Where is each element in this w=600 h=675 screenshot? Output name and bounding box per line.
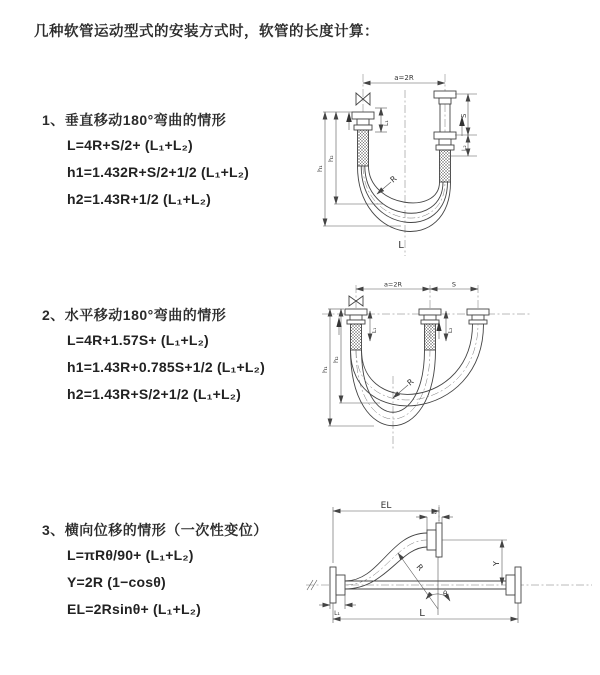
section-1-formula-L: L=4R+S/2+ (L₁+L₂): [67, 137, 193, 153]
radius-label: R: [405, 377, 416, 388]
left-hose-end: [352, 112, 374, 166]
diagram-horizontal-180-bend: [308, 281, 598, 459]
section-2-formula-L: L=4R+1.57S+ (L₁+L₂): [67, 332, 209, 348]
centerlines: [363, 74, 445, 256]
dim-label-L2: L₂: [448, 327, 454, 333]
left-flange: [330, 567, 345, 603]
right-flange: [506, 567, 521, 603]
section-2-formula-h1: h1=1.43R+0.785S+1/2 (L₁+L₂): [67, 359, 265, 375]
dim-label-L: L: [419, 608, 425, 619]
section-3-heading: 3、横向位移的情形（一次性变位）: [42, 522, 268, 538]
braided-hose-section: [440, 150, 451, 182]
geometry-construction: [398, 553, 450, 615]
dim-label-L2: L₂: [461, 145, 468, 151]
braided-hose-section: [425, 324, 436, 350]
radius-label: R: [414, 562, 425, 573]
section-1-heading: 1、垂直移动180°弯曲的情形: [42, 112, 227, 128]
radius-label: R: [388, 174, 399, 185]
top-flange: [427, 523, 442, 557]
dim-label-S: S: [460, 113, 468, 118]
dim-label-L1: L₁: [334, 610, 340, 617]
dim-label-L1: L₁: [383, 120, 390, 126]
dim-label-a2R: a=2R: [383, 281, 403, 289]
diagram-vertical-180-bend: [305, 66, 595, 261]
section-1-formula-h1: h1=1.432R+S/2+1/2 (L₁+L₂): [67, 164, 249, 180]
page-title: 几种软管运动型式的安装方式时，软管的长度计算：: [34, 24, 379, 40]
section-1-formula-h2: h2=1.43R+1/2 (L₁+L₂): [67, 191, 212, 207]
dimension-lines: [316, 74, 477, 251]
braided-hose-section: [351, 324, 362, 350]
dim-label-h1: h₁: [321, 366, 329, 373]
u-hose-curves: [351, 324, 484, 426]
angle-label: θ: [443, 590, 448, 598]
section-2-formula-h2: h2=1.43R+S/2+1/2 (L₁+L₂): [67, 386, 242, 402]
dim-label-L1: L₁: [372, 327, 378, 333]
left-hose-end: [345, 309, 367, 350]
dim-label-h2: h₂: [327, 155, 335, 162]
dim-label-Y: Y: [492, 561, 501, 566]
dim-label-h1: h₁: [316, 165, 324, 172]
section-3-formula-Y: Y=2R (1−cosθ): [67, 574, 166, 590]
u-hose-curves: [358, 166, 451, 231]
dim-label-L2: L₂: [431, 509, 437, 516]
dim-label-S: S: [451, 281, 457, 289]
motion-arrow-up: [346, 112, 352, 122]
dim-label-h2: h₂: [332, 356, 340, 363]
section-2-heading: 2、水平移动180°弯曲的情形: [42, 307, 227, 323]
braided-hose-section: [358, 130, 369, 166]
length-label: L: [398, 240, 404, 251]
centerlines: [306, 505, 592, 590]
dim-label-EL: EL: [380, 501, 392, 511]
section-3-formula-L: L=πRθ/90+ (L₁+L₂): [67, 547, 194, 563]
right-hose-end: [467, 309, 489, 324]
diagram-lateral-displacement: [300, 497, 600, 642]
dimension-lines: [319, 501, 518, 623]
dimension-lines: [356, 281, 478, 289]
section-3-formula-EL: EL=2Rsinθ+ (L₁+L₂): [67, 601, 202, 617]
dim-label-a2R: a=2R: [394, 74, 414, 82]
